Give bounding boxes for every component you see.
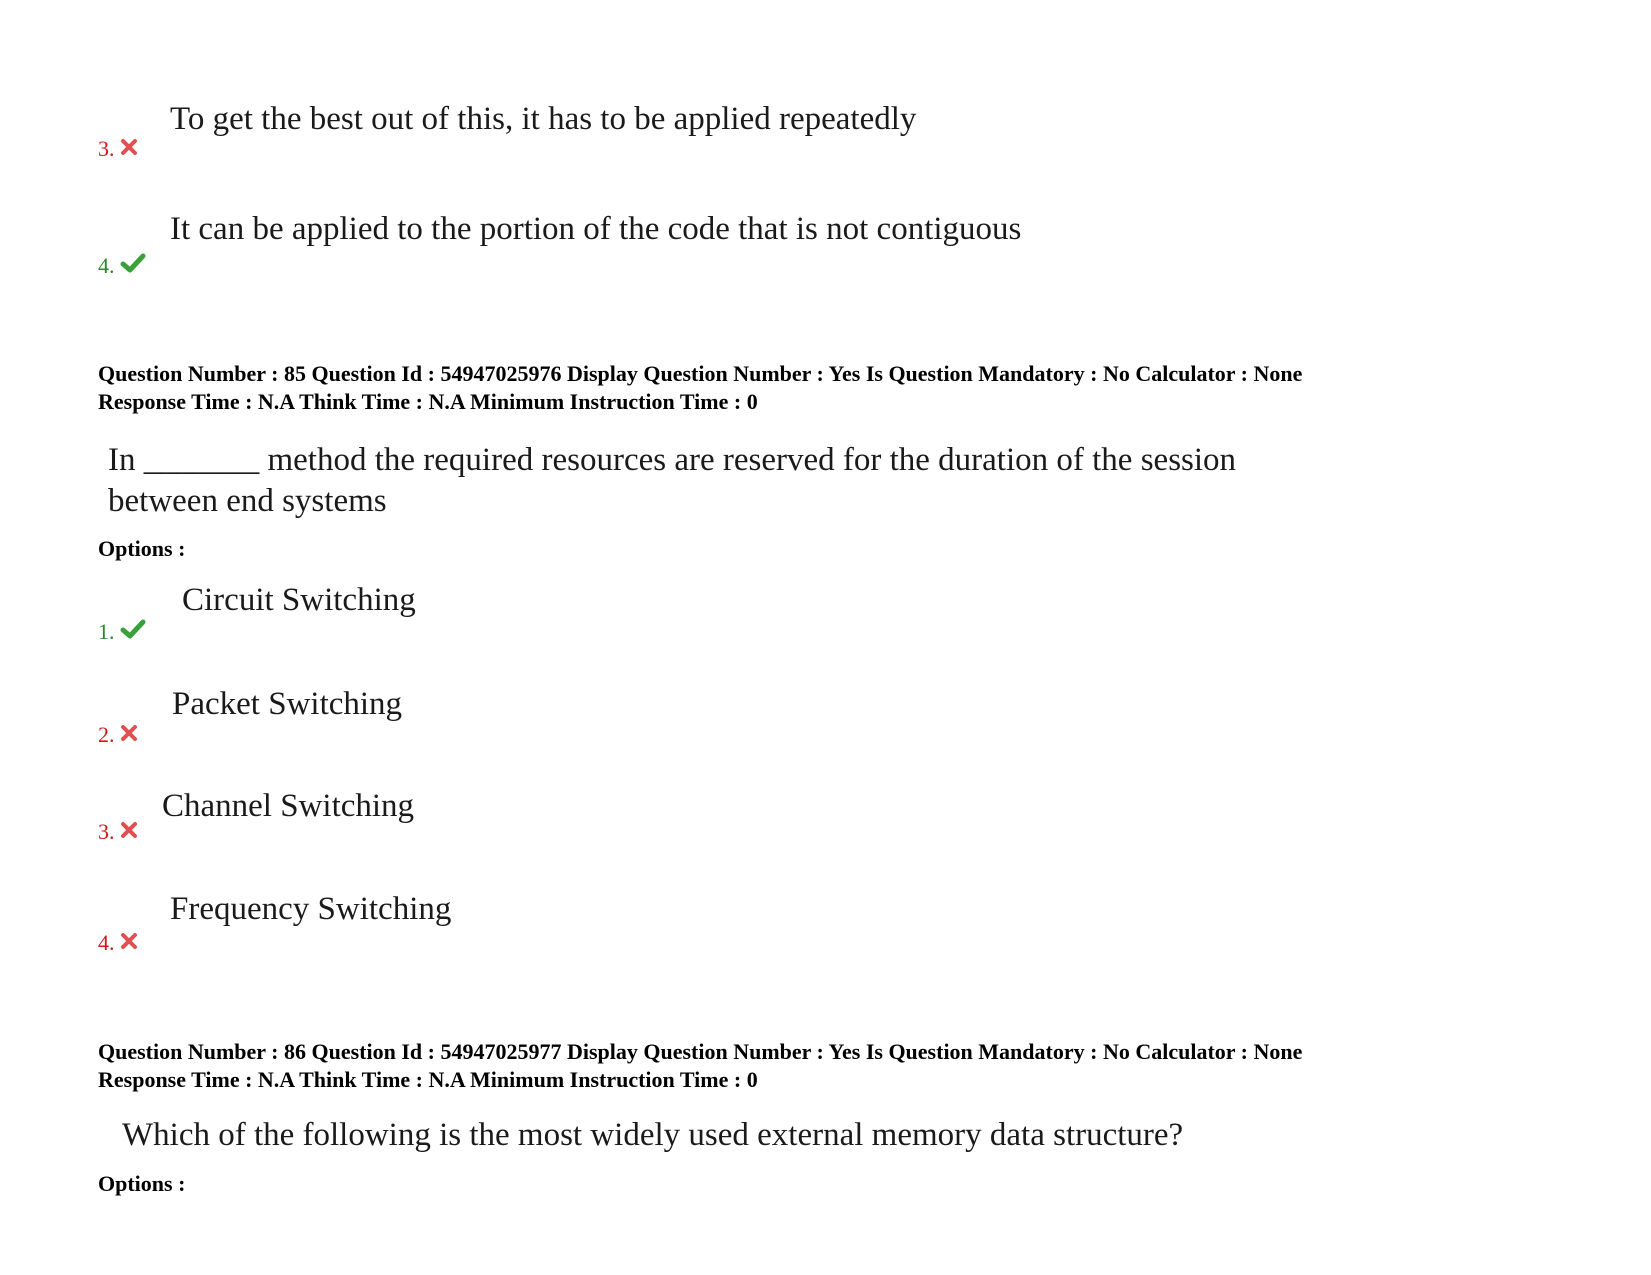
question-line-1: In _______ method the required resources are reserved for the duration of the session [108,442,1237,478]
cross-icon [120,932,138,950]
meta-line-2: Response Time : N.A Think Time : N.A Minimum Instruction Time : 0 [98,389,758,414]
meta-line-2: Response Time : N.A Think Time : N.A Minimum Instruction Time : 0 [98,1067,758,1092]
meta-line-1: Question Number : 85 Question Id : 54947025976 Display Question Number : Yes Is Question Mandatory : No Calculator : None [98,361,1303,386]
check-icon [120,253,146,273]
q85-option-1-text: Circuit Switching [182,582,416,618]
options-label: Options : [98,1171,186,1196]
cross-icon [120,138,138,156]
q85-option-4-text: Frequency Switching [170,891,452,927]
question-86-text: Which of the following is the most widely used external memory data structure? [122,1117,1184,1153]
option-3-number: 3. [98,136,138,162]
check-icon [120,619,146,639]
question-86-meta [98,1038,1302,1094]
question-line-2: between end systems [108,483,387,519]
cross-icon [120,821,138,839]
q85-option-2-text: Packet Switching [172,686,403,722]
option-4-number: 4. [98,253,146,279]
question-85-text [108,440,1236,522]
q85-option-4-number: 4. [98,930,138,956]
q85-option-3-number: 3. [98,819,138,845]
option-3-text: To get the best out of this, it has to be applied repeatedly [170,101,917,137]
question-85-meta [98,360,1302,416]
q85-option-1-number: 1. [98,619,146,645]
cross-icon [120,724,138,742]
q85-option-2-number: 2. [98,722,138,748]
options-label: Options : [98,536,186,561]
meta-line-1: Question Number : 86 Question Id : 54947025977 Display Question Number : Yes Is Question Mandatory : No Calculator : None [98,1039,1303,1064]
option-4-text: It can be applied to the portion of the code that is not contiguous [170,211,1022,247]
q85-option-3-text: Channel Switching [162,788,415,824]
